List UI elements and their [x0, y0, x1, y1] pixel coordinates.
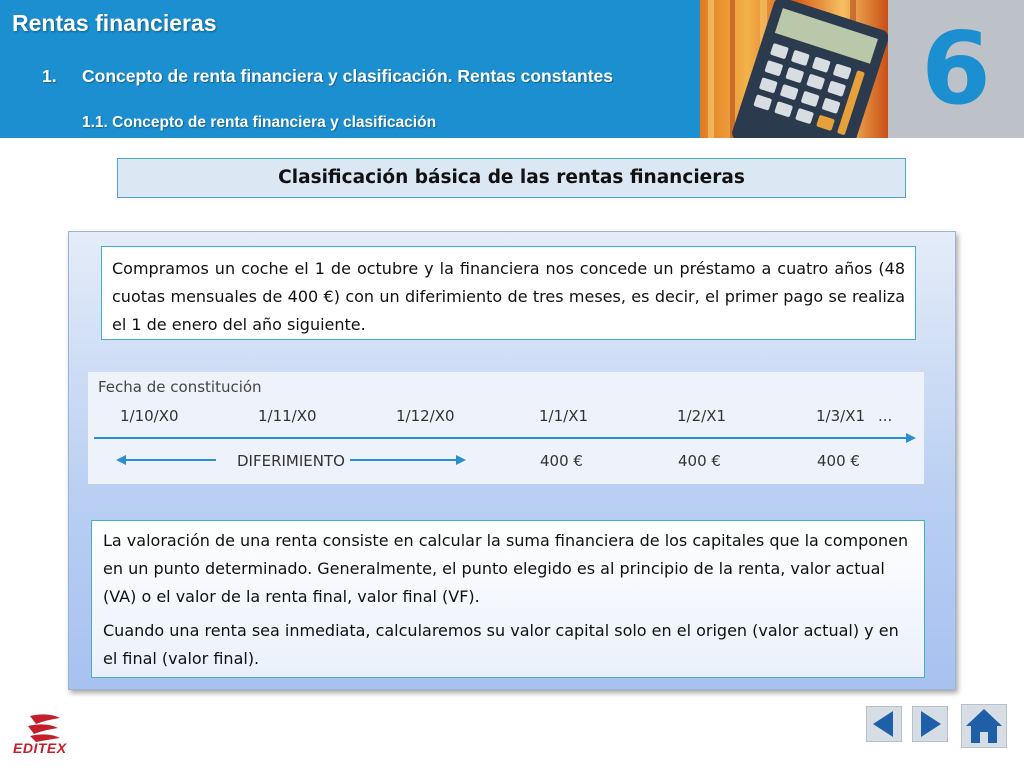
calculator-image	[700, 0, 890, 138]
header-banner	[0, 0, 1024, 138]
presentation-title: Rentas financieras	[12, 10, 217, 36]
timeline-date: 1/10/X0	[120, 407, 179, 425]
slide-title: Clasificación básica de las rentas financieras	[117, 158, 906, 198]
timeline-diagram	[88, 372, 924, 484]
editex-logo-text: EDITEX	[13, 740, 67, 756]
deferral-label: DIFERIMIENTO	[237, 452, 345, 470]
section-title: Concepto de renta financiera y clasificación. Rentas constantes	[82, 66, 613, 86]
timeline-date: 1/3/X1	[816, 407, 866, 425]
valuation-box	[91, 520, 925, 678]
timeline-ellipsis: ...	[878, 407, 893, 425]
section-heading	[42, 66, 613, 87]
timeline-axis-arrowhead	[906, 433, 916, 443]
next-slide-icon[interactable]	[912, 706, 948, 742]
example-text: Compramos un coche el 1 de octubre y la financiera nos concede un préstamo a cuatro años (48 cuotas mensuales de 400 €) con un diferimiento de tres meses, es decir, el primer pago se realiza el 1 de enero del año siguiente.	[112, 259, 905, 334]
chapter-number: 6	[921, 10, 991, 127]
timeline-arrows	[88, 372, 924, 484]
section-number: 1.	[42, 66, 57, 86]
payment-amount: 400 €	[817, 452, 860, 470]
home-icon[interactable]	[961, 704, 1007, 748]
subsection-heading: 1.1. Concepto de renta financiera y clasificación	[82, 114, 437, 131]
example-box	[101, 246, 916, 340]
timeline-date: 1/1/X1	[539, 407, 589, 425]
deferral-left-arrowhead	[116, 455, 126, 465]
payment-amount: 400 €	[678, 452, 721, 470]
immediate-rent-paragraph: Cuando una renta sea inmediata, calcularemos su valor capital solo en el origen (valor actual) y en el final (valor final).	[103, 621, 899, 668]
payment-amount: 400 €	[540, 452, 583, 470]
timeline-title: Fecha de constitución	[98, 378, 262, 396]
timeline-date: 1/11/X0	[258, 407, 317, 425]
valuation-paragraph: La valoración de una renta consiste en calcular la suma financiera de los capitales que la componen en un punto determinado. Generalmente, el punto elegido es al principio de la renta, valor actual (VA) o el valor de la renta final, valor final (VF).	[103, 531, 909, 606]
deferral-right-arrowhead	[456, 455, 466, 465]
timeline-date: 1/2/X1	[677, 407, 727, 425]
previous-slide-icon[interactable]	[866, 706, 902, 742]
timeline-date: 1/12/X0	[396, 407, 455, 425]
chapter-badge	[888, 0, 1024, 138]
